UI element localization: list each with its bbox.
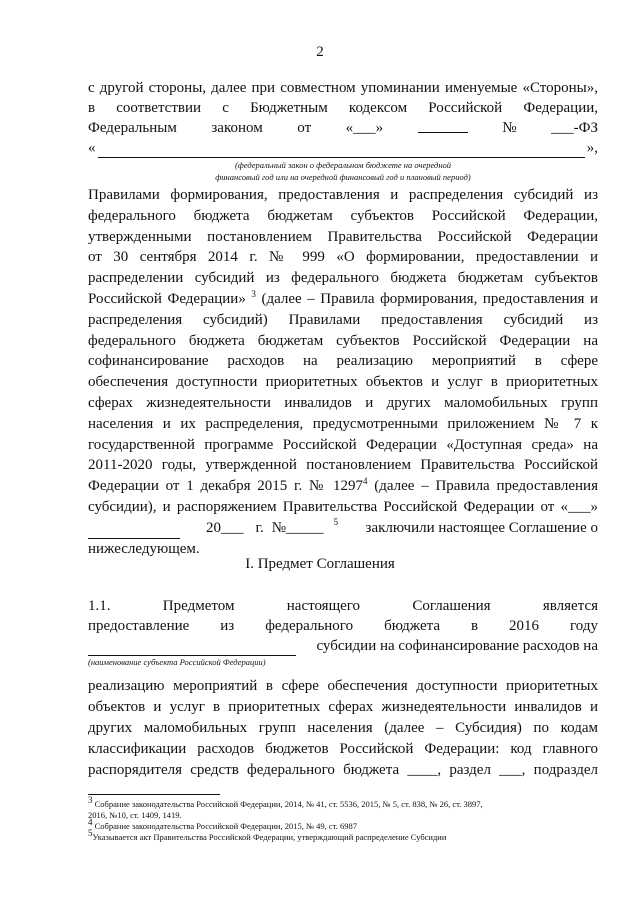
text-line: субсидии), и распоряжением Правительства Российской Федерации от «___» xyxy=(88,498,598,515)
law-word: законом xyxy=(211,120,263,136)
blank-line xyxy=(88,524,180,539)
text-line: государственной программе Российской Федерации «Доступная среда» на xyxy=(88,436,598,453)
subject-note: (наименование субъекта Российской Федерации) xyxy=(88,657,266,667)
blank-line xyxy=(88,641,296,656)
text-line: с другой стороны, далее при совместном упоминании именуемые «Стороны», xyxy=(88,80,598,96)
number-blank: №_____ xyxy=(271,519,324,536)
blank-line xyxy=(418,118,468,133)
text-line: объектов и услуг в приоритетных сферах жизнедеятельности инвалидов и xyxy=(88,699,598,715)
text-span: субсидии на софинансирование расходов на xyxy=(316,638,598,654)
text-line: софинансирование расходов на реализацию мероприятий в сфере xyxy=(88,353,598,370)
footnote-text: Указывается акт Правительства Российской Федерации, утверждающий распределение Субсидии xyxy=(92,832,447,842)
text-line: реализацию мероприятий в сфере обеспечения доступности приоритетных xyxy=(88,678,598,694)
footnote-separator xyxy=(88,794,220,795)
text-line: Правилами формирования, предоставления и распределения субсидий из xyxy=(88,187,598,203)
footnote-ref: 5 xyxy=(333,516,339,527)
footnote-text: 2016, №10, ст. 1409, 1419. xyxy=(88,810,182,820)
footnote-marker: 5 xyxy=(88,828,93,839)
law-note xyxy=(88,159,598,183)
law-date: «___» xyxy=(345,120,384,136)
text-line: распределении субсидий из федерального бюджета бюджетам субъектов xyxy=(88,270,598,287)
text-line: от 30 сентября 2014 г. № 999 «О формировании, предоставлении и xyxy=(88,249,598,266)
text-line: других маломобильных групп населения (далее – Субсидия) по кодам xyxy=(88,720,598,736)
text-line: утвержденными постановлением Правительства Российской Федерации xyxy=(88,228,598,245)
note-line: финансовый год или на очередной финансовый год и плановый период) xyxy=(215,172,471,182)
agreement-date-line xyxy=(88,518,598,539)
law-word: Федеральным xyxy=(88,120,177,136)
text-line: в соответствии с Бюджетным кодексом Российской Федерации, xyxy=(88,100,598,116)
text-span: (далее – Правила формирования, предоставления и xyxy=(255,290,599,307)
law-word: от xyxy=(297,120,312,136)
text-line: распорядителя средств федерального бюджета ____, раздел ___, подраздел xyxy=(88,762,598,778)
law-number-sign: № xyxy=(502,120,517,136)
year-suffix: г. xyxy=(255,519,264,536)
footnote-ref: 4 xyxy=(363,476,368,487)
text-line xyxy=(88,476,598,497)
text-line: 1.1. Предметом настоящего Соглашения является xyxy=(88,598,598,614)
text-line: обеспечения доступности приоритетных объектов и услуг в приоритетных xyxy=(88,374,598,391)
text-line: 2011-2020 годы, утвержденной постановлением Правительства Российской xyxy=(88,457,598,474)
main-paragraph xyxy=(88,185,598,559)
footnote-text: Собрание законодательства Российской Федерации, 2015, № 49, ст. 6987 xyxy=(94,821,358,831)
text-line: распределения субсидий) Правилами предоставления субсидий из xyxy=(88,311,598,328)
section-paragraph xyxy=(88,596,598,656)
note-line: (федеральный закон о федеральном бюджете на очередной xyxy=(234,160,452,170)
footnote xyxy=(88,795,608,843)
page-number: 2 xyxy=(316,44,324,60)
blank-line xyxy=(98,143,585,158)
law-name-line xyxy=(88,138,598,158)
text-line: федерального бюджета бюджетам субъектов Российской Федерации, xyxy=(88,207,598,224)
text-line: населения и их распределения, предусмотренными приложением № 7 к xyxy=(88,415,598,432)
intro-block xyxy=(88,78,598,158)
text-span: (далее – Правила предоставления xyxy=(367,478,598,495)
text-line: классификации расходов бюджетов Российской Федерации: код главного xyxy=(88,741,598,757)
footnote-ref: 3 xyxy=(251,288,256,299)
text-line: сферах жизнедеятельности инвалидов и других маломобильных групп xyxy=(88,394,598,411)
text-line: предоставление из федерального бюджета в 2016 году xyxy=(88,618,598,634)
law-reference-line xyxy=(88,118,598,138)
quote-close: », xyxy=(586,140,598,156)
text-span: заключили настоящее Соглашение о xyxy=(365,519,598,536)
footnote-text: Собрание законодательства Российской Федерации, 2014, № 41, ст. 5536, 2015, № 5, ст. 838, № 26, ст. 3897, xyxy=(94,799,483,809)
text-span: Федерации от 1 декабря 2015 г. № 1297 xyxy=(88,478,363,495)
text-line: нижеследующем. xyxy=(88,540,200,557)
law-code: ___-ФЗ xyxy=(551,120,598,136)
text-line xyxy=(88,289,598,310)
quote-open: « xyxy=(88,140,96,156)
subject-line xyxy=(88,636,598,656)
footnote-marker: 3 xyxy=(88,795,93,806)
year-blank: 20___ xyxy=(206,519,244,536)
footnote-marker: 4 xyxy=(88,817,93,828)
section-heading: I. Предмет Соглашения xyxy=(245,556,395,572)
after-paragraph xyxy=(88,676,598,781)
text-span: Российской Федерации» xyxy=(88,290,246,307)
text-line: федерального бюджета бюджетам субъектов Российской Федерации на xyxy=(88,332,598,349)
